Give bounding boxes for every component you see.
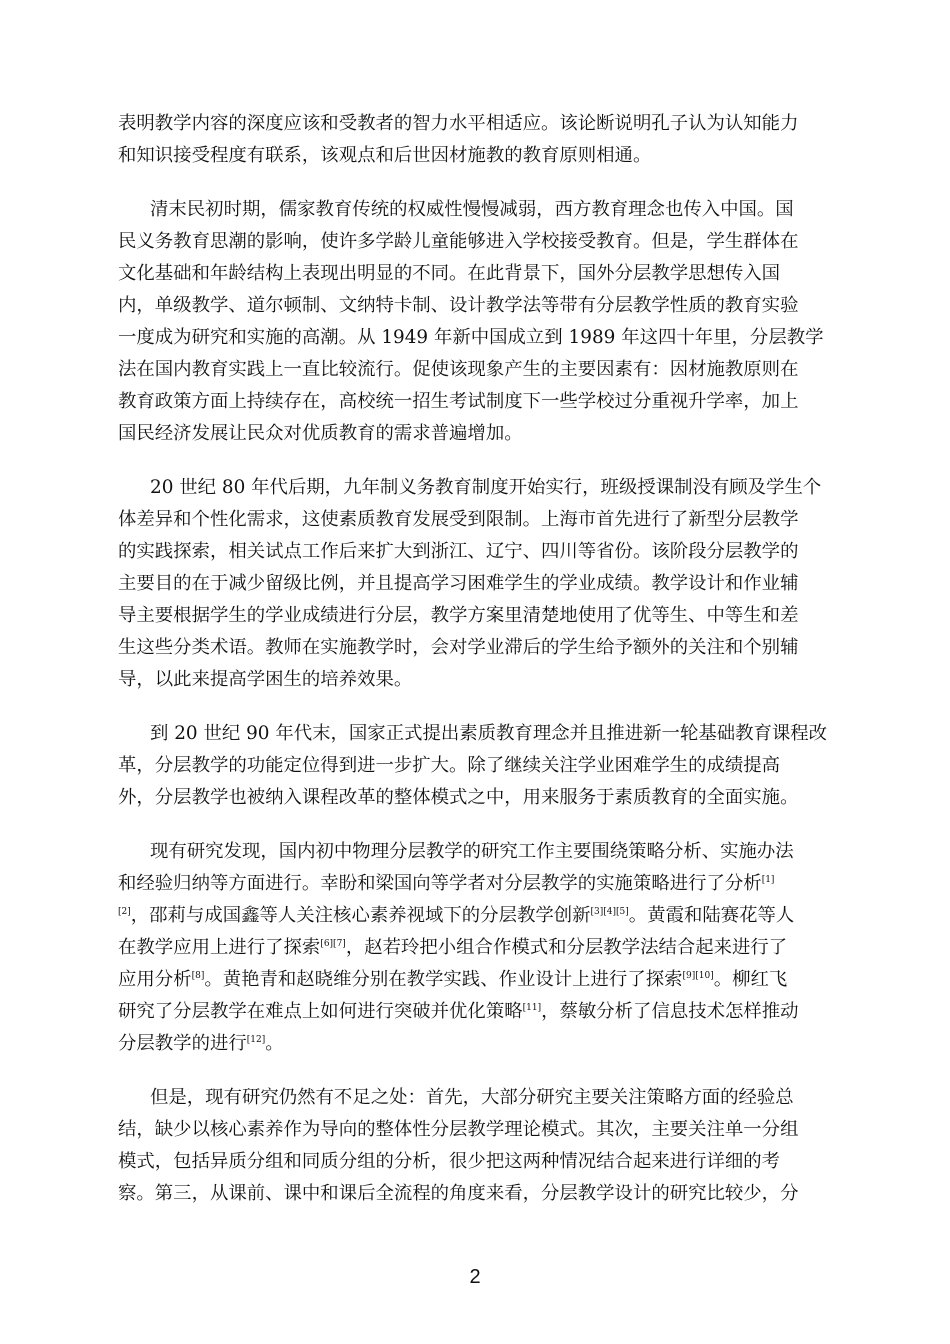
document-page bbox=[118, 108, 834, 1210]
text-line: 的实践探索，相关试点工作后来扩大到浙江、辽宁、四川等省份。该阶段分层教学的 bbox=[118, 541, 799, 562]
text-run: 。黄霞和陆赛花等人 bbox=[628, 905, 795, 926]
text-line: 结，缺少以核心素养作为导向的整体性分层教学理论模式。其次，主要关注单一分组 bbox=[118, 1119, 799, 1140]
text-line: 内，单级教学、道尔顿制、文纳特卡制、设计教学法等带有分层教学性质的教育实验 bbox=[118, 295, 799, 316]
text-line bbox=[118, 964, 834, 996]
text-line: 教育政策方面上持续存在，高校统一招生考试制度下一些学校过分重视升学率，加上 bbox=[118, 391, 799, 412]
citation: [8] bbox=[191, 971, 205, 981]
citation: [3][4][5] bbox=[590, 907, 629, 917]
text-line: 国民经济发展让民众对优质教育的需求普遍增加。 bbox=[118, 423, 523, 444]
text-line: 民义务教育思潮的影响，使许多学龄儿童能够进入学校接受教育。但是，学生群体在 bbox=[118, 231, 799, 252]
citation: [11] bbox=[522, 1003, 542, 1013]
text-line: 一度成为研究和实施的高潮。从 1949 年新中国成立到 1989 年这四十年里，分层教学 bbox=[118, 327, 824, 348]
text-run: 。 bbox=[265, 1033, 284, 1054]
citation: [1] bbox=[761, 875, 775, 885]
citation: [12] bbox=[246, 1035, 266, 1045]
citation: [6][7] bbox=[320, 939, 346, 949]
text-line: 革，分层教学的功能定位得到进一步扩大。除了继续关注学业困难学生的成绩提高 bbox=[118, 755, 781, 776]
text-line: 体差异和个性化需求，这使素质教育发展受到限制。上海市首先进行了新型分层教学 bbox=[118, 509, 799, 530]
paragraph-2 bbox=[118, 194, 834, 450]
text-line: 法在国内教育实践上一直比较流行。促使该现象产生的主要因素有：因材施教原则在 bbox=[118, 359, 799, 380]
paragraph-1 bbox=[118, 108, 834, 172]
text-run: 分层教学的进行 bbox=[118, 1033, 247, 1054]
text-line: 到 20 世纪 90 年代末，国家正式提出素质教育理念并且推进新一轮基础教育课程改 bbox=[150, 723, 828, 744]
text-run: 和经验归纳等方面进行。幸盼和梁国向等学者对分层教学的实施策略进行了分析 bbox=[118, 873, 762, 894]
paragraph-4 bbox=[118, 718, 834, 814]
text-line: 20 世纪 80 年代后期，九年制义务教育制度开始实行，班级授课制没有顾及学生个 bbox=[150, 477, 822, 498]
text-line: 和知识接受程度有联系，该观点和后世因材施教的教育原则相通。 bbox=[118, 145, 652, 166]
text-line: 导，以此来提高学困生的培养效果。 bbox=[118, 669, 413, 690]
text-line: 模式，包括异质分组和同质分组的分析，很少把这两种情况结合起来进行详细的考 bbox=[118, 1151, 781, 1172]
text-line: 但是，现有研究仍然有不足之处：首先，大部分研究主要关注策略方面的经验总 bbox=[150, 1087, 794, 1108]
text-line: 表明教学内容的深度应该和受教者的智力水平相适应。该论断说明孔子认为认知能力 bbox=[118, 113, 799, 134]
text-run: ，赵若玲把小组合作模式和分层教学法结合起来进行了 bbox=[345, 937, 788, 958]
text-run: 。黄艳青和赵晓维分别在教学实践、作业设计上进行了探索 bbox=[204, 969, 683, 990]
text-line: 导主要根据学生的学业成绩进行分层，教学方案里清楚地使用了优等生、中等生和差 bbox=[118, 605, 799, 626]
paragraph-5 bbox=[118, 836, 834, 1060]
citation: [9][10] bbox=[682, 971, 714, 981]
text-line: 清末民初时期，儒家教育传统的权威性慢慢减弱，西方教育理念也传入中国。国 bbox=[150, 199, 794, 220]
text-line bbox=[118, 932, 834, 964]
text-line: 现有研究发现，国内初中物理分层教学的研究工作主要围绕策略分析、实施办法 bbox=[150, 841, 794, 862]
text-line: 外，分层教学也被纳入课程改革的整体模式之中，用来服务于素质教育的全面实施。 bbox=[118, 787, 799, 808]
page-number: 2 bbox=[469, 1266, 481, 1288]
text-line: 主要目的在于减少留级比例，并且提高学习困难学生的学业成绩。教学设计和作业辅 bbox=[118, 573, 799, 594]
text-line bbox=[118, 900, 834, 932]
text-run: 在教学应用上进行了探索 bbox=[118, 937, 321, 958]
text-line: 文化基础和年龄结构上表现出明显的不同。在此背景下，国外分层教学思想传入国 bbox=[118, 263, 781, 284]
paragraph-3 bbox=[118, 472, 834, 696]
text-run: 应用分析 bbox=[118, 969, 192, 990]
text-line bbox=[118, 868, 834, 900]
text-line bbox=[118, 1028, 834, 1060]
text-run: 研究了分层教学在难点上如何进行突破并优化策略 bbox=[118, 1001, 523, 1022]
text-run: ，蔡敏分析了信息技术怎样推动 bbox=[541, 1001, 799, 1022]
text-line bbox=[118, 996, 834, 1028]
text-run: ，邵莉与成国鑫等人关注核心素养视域下的分层教学创新 bbox=[130, 905, 591, 926]
text-run: 。柳红飞 bbox=[713, 969, 788, 990]
text-line: 生这些分类术语。教师在实施教学时，会对学业滞后的学生给予额外的关注和个别辅 bbox=[118, 637, 799, 658]
text-line: 察。第三，从课前、课中和课后全流程的角度来看，分层教学设计的研究比较少，分 bbox=[118, 1183, 799, 1204]
citation: [2] bbox=[118, 907, 131, 917]
paragraph-6 bbox=[118, 1082, 834, 1210]
